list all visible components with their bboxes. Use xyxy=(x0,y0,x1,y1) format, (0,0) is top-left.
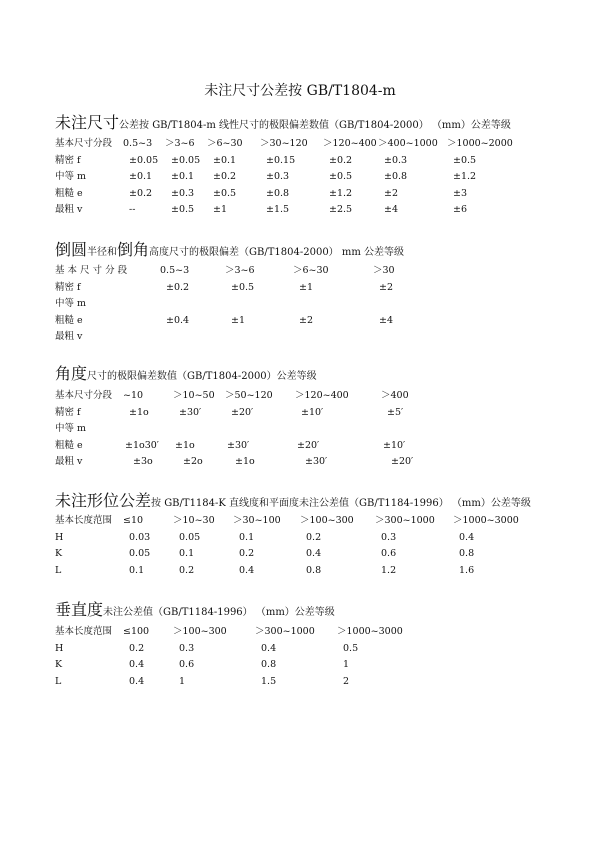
table-cell: 0.2 xyxy=(129,642,145,654)
table-header-row xyxy=(55,514,575,530)
table-cell: 0.03 xyxy=(129,531,151,543)
table-header-row xyxy=(55,137,575,153)
table-row xyxy=(55,642,575,658)
table-row xyxy=(55,314,575,330)
table-row xyxy=(55,187,575,203)
column-header: 0.5~3 xyxy=(123,138,153,149)
row-label: 粗糙 e xyxy=(55,439,83,451)
table-cell: ±10′ xyxy=(383,439,406,451)
section-title-main: 角度 xyxy=(55,364,88,383)
table-cell: ±2o xyxy=(183,456,203,467)
table-cell: ±1 xyxy=(299,281,314,293)
table-cell: ±0.5 xyxy=(231,281,255,293)
column-header: ＞100~300 xyxy=(300,515,354,526)
table-cell: ±0.2 xyxy=(329,154,353,166)
column-header: ≤100 xyxy=(123,626,150,637)
row-label: K xyxy=(55,548,63,559)
table-cell: ±30′ xyxy=(305,456,328,467)
table-cell: ±2 xyxy=(299,314,314,326)
table-cell: ±1o xyxy=(235,456,255,467)
table-cell: ±0.4 xyxy=(166,314,190,326)
table-row xyxy=(55,297,575,313)
table-cell: ±0.1 xyxy=(129,171,153,182)
table-row xyxy=(55,330,575,346)
table-cell: 0.8 xyxy=(261,659,277,670)
table-cell: 2 xyxy=(343,675,350,687)
row-label: 最粗 v xyxy=(55,204,83,215)
table-row xyxy=(55,455,575,471)
table-cell: ±0.1 xyxy=(213,154,237,166)
column-header: ≤10 xyxy=(123,515,144,526)
column-header: ~10 xyxy=(123,390,144,401)
section-title-desc: 公差按 GB/T1804-m 线性尺寸的极限偏差数值（GB/T1804-2000） （mm）公差等级 xyxy=(119,120,511,131)
table-cell: 0.4 xyxy=(459,531,475,543)
table-row xyxy=(55,203,575,219)
column-header: ＞120~400 xyxy=(295,390,349,401)
table-cell: 1.6 xyxy=(459,564,475,576)
row-label: 中等 m xyxy=(55,298,87,309)
table-cell: 1 xyxy=(343,659,350,670)
table-cell: ±30′ xyxy=(179,406,202,418)
table-cell: ±1.2 xyxy=(453,171,477,182)
table-cell: 0.4 xyxy=(129,675,145,687)
table-cell: ±4 xyxy=(384,204,399,215)
table-cell: ±1o30′ xyxy=(125,439,159,451)
table-cell: ±0.1 xyxy=(171,171,195,182)
row-label: 基本尺寸分段 xyxy=(55,390,113,401)
section-title-desc: 按 GB/T1184-K 直线度和平面度未注公差值（GB/T1184-1996） （mm）公差等级 xyxy=(151,498,531,509)
column-header: ＞6~30 xyxy=(293,265,329,276)
table-cell: 1.2 xyxy=(381,564,397,576)
row-label: 最粗 v xyxy=(55,456,83,467)
column-header: ＞400 xyxy=(381,390,409,401)
table-header-row xyxy=(55,389,575,405)
table-cell: ±1.2 xyxy=(329,187,353,199)
row-label: 基本长度范围 xyxy=(55,515,113,526)
table-cell: ±0.15 xyxy=(266,154,296,166)
row-label: 最粗 v xyxy=(55,331,83,342)
table-cell: ±3o xyxy=(133,456,153,467)
table-cell: ±0.8 xyxy=(266,187,290,199)
table-cell: 0.4 xyxy=(239,564,255,576)
table-row xyxy=(55,281,575,297)
column-header: ＞400~1000 xyxy=(378,138,438,149)
column-header: 0.5~3 xyxy=(160,265,190,276)
row-label: 中等 m xyxy=(55,423,87,434)
row-label: L xyxy=(55,675,62,687)
table-cell: 0.1 xyxy=(129,564,145,576)
column-header: ＞3~6 xyxy=(165,138,195,149)
row-label: 精密 f xyxy=(55,154,81,166)
row-label: K xyxy=(55,659,63,670)
table-cell: -- xyxy=(129,204,136,215)
column-header: ＞1000~3000 xyxy=(453,515,519,526)
section-title-desc: 高度尺寸的极限偏差（GB/T1804-2000） mm 公差等级 xyxy=(149,247,405,258)
table-cell: 1.5 xyxy=(261,675,277,687)
table-cell: ±2.5 xyxy=(329,204,353,215)
row-label: 基本长度范围 xyxy=(55,626,113,637)
table-cell: ±6 xyxy=(453,204,468,215)
table-cell: ±0.2 xyxy=(166,281,190,293)
table-row xyxy=(55,531,575,547)
section-title xyxy=(55,488,531,511)
table-cell: ±0.05 xyxy=(129,154,159,166)
table-cell: 0.2 xyxy=(239,548,255,559)
table-cell: 0.5 xyxy=(343,642,359,654)
table-cell: ±1o xyxy=(129,406,149,418)
table-cell: ±2 xyxy=(379,281,394,293)
table-header-row xyxy=(55,264,575,280)
table-cell: ±2 xyxy=(384,187,399,199)
table-row xyxy=(55,564,575,580)
table-cell: ±30′ xyxy=(227,439,250,451)
table-cell: 0.05 xyxy=(179,531,201,543)
column-header: ＞1000~2000 xyxy=(447,138,513,149)
section-title-desc: 未注公差值（GB/T1184-1996） （mm）公差等级 xyxy=(103,607,335,618)
table-cell: ±0.5 xyxy=(453,154,477,166)
table-cell: ±0.8 xyxy=(384,171,408,182)
table-cell: ±4 xyxy=(379,314,394,326)
column-header: ＞100~300 xyxy=(173,626,227,637)
table-cell: 0.4 xyxy=(306,548,322,559)
column-header: ＞10~50 xyxy=(173,390,215,401)
table-cell: 0.8 xyxy=(459,548,475,559)
row-label: 精密 f xyxy=(55,281,81,293)
table-row xyxy=(55,154,575,170)
table-cell: ±1.5 xyxy=(266,204,290,215)
row-label: H xyxy=(55,642,64,654)
column-header: ＞1000~3000 xyxy=(337,626,403,637)
column-header: ＞50~120 xyxy=(225,390,273,401)
column-header: ＞30~100 xyxy=(233,515,281,526)
table-row xyxy=(55,675,575,691)
column-header: ＞30~120 xyxy=(260,138,308,149)
table-cell: ±5′ xyxy=(387,406,404,418)
table-cell: ±1 xyxy=(231,314,246,326)
section-title xyxy=(55,237,404,260)
table-header-row xyxy=(55,625,575,641)
table-row xyxy=(55,439,575,455)
table-cell: 0.3 xyxy=(179,642,195,654)
table-cell: ±0.3 xyxy=(266,171,290,182)
table-cell: ±1 xyxy=(213,204,228,215)
table-cell: ±20′ xyxy=(297,439,320,451)
table-cell: ±0.3 xyxy=(171,187,195,199)
column-header: ＞120~400 xyxy=(323,138,377,149)
table-row xyxy=(55,406,575,422)
table-row xyxy=(55,422,575,438)
section-title xyxy=(55,110,511,133)
table-cell: 0.2 xyxy=(306,531,322,543)
section-title-main: 未注尺寸 xyxy=(55,113,120,132)
table-cell: 0.1 xyxy=(179,548,195,559)
table-cell: ±0.2 xyxy=(129,187,153,199)
table-cell: ±0.05 xyxy=(171,154,201,166)
table-cell: ±0.2 xyxy=(213,171,237,182)
column-header: ＞300~1000 xyxy=(375,515,435,526)
table-cell: 0.6 xyxy=(381,548,397,559)
table-row xyxy=(55,658,575,674)
row-label: 中等 m xyxy=(55,171,87,182)
row-label: L xyxy=(55,564,62,576)
row-label: 基本尺寸分段 xyxy=(55,138,113,149)
table-cell: 0.1 xyxy=(239,531,255,543)
row-label: 粗糙 e xyxy=(55,314,83,326)
column-header: ＞3~6 xyxy=(225,265,255,276)
table-cell: ±20′ xyxy=(391,456,414,467)
table-cell: 0.3 xyxy=(381,531,397,543)
row-label: H xyxy=(55,531,64,543)
row-label: 精密 f xyxy=(55,406,81,418)
column-header: ＞30 xyxy=(373,265,395,276)
column-header: ＞300~1000 xyxy=(255,626,315,637)
table-cell: ±0.5 xyxy=(213,187,237,199)
section-title xyxy=(55,361,317,384)
table-row xyxy=(55,170,575,186)
section-title-main-2: 倒角 xyxy=(117,240,150,259)
column-header: ＞6~30 xyxy=(207,138,243,149)
table-cell: 0.6 xyxy=(179,659,195,670)
row-label: 基 本 尺 寸 分 段 xyxy=(55,265,128,276)
section-title-desc: 尺寸的极限偏差数值（GB/T1804-2000）公差等级 xyxy=(87,371,317,382)
page-title: 未注尺寸公差按 GB/T1804-m xyxy=(204,83,396,99)
section-title-main: 倒圆 xyxy=(55,240,88,259)
table-cell: ±1o xyxy=(175,439,195,451)
section-title-main: 垂直度 xyxy=(55,600,104,619)
table-row xyxy=(55,547,575,563)
table-cell: ±3 xyxy=(453,187,468,199)
table-cell: ±0.5 xyxy=(329,171,353,182)
table-cell: 0.4 xyxy=(261,642,277,654)
row-label: 粗糙 e xyxy=(55,187,83,199)
column-header: ＞10~30 xyxy=(173,515,215,526)
section-title xyxy=(55,597,335,620)
table-cell: ±0.3 xyxy=(384,154,408,166)
section-title-mid: 半径和 xyxy=(87,247,118,258)
table-cell: ±20′ xyxy=(231,406,254,418)
table-cell: ±0.5 xyxy=(171,204,195,215)
table-cell: 1 xyxy=(179,675,186,687)
table-cell: ±10′ xyxy=(301,406,324,418)
section-title-main: 未注形位公差 xyxy=(55,491,152,510)
table-cell: 0.05 xyxy=(129,548,151,559)
table-cell: 0.4 xyxy=(129,659,145,670)
table-cell: 0.8 xyxy=(306,564,322,576)
table-cell: 0.2 xyxy=(179,564,195,576)
